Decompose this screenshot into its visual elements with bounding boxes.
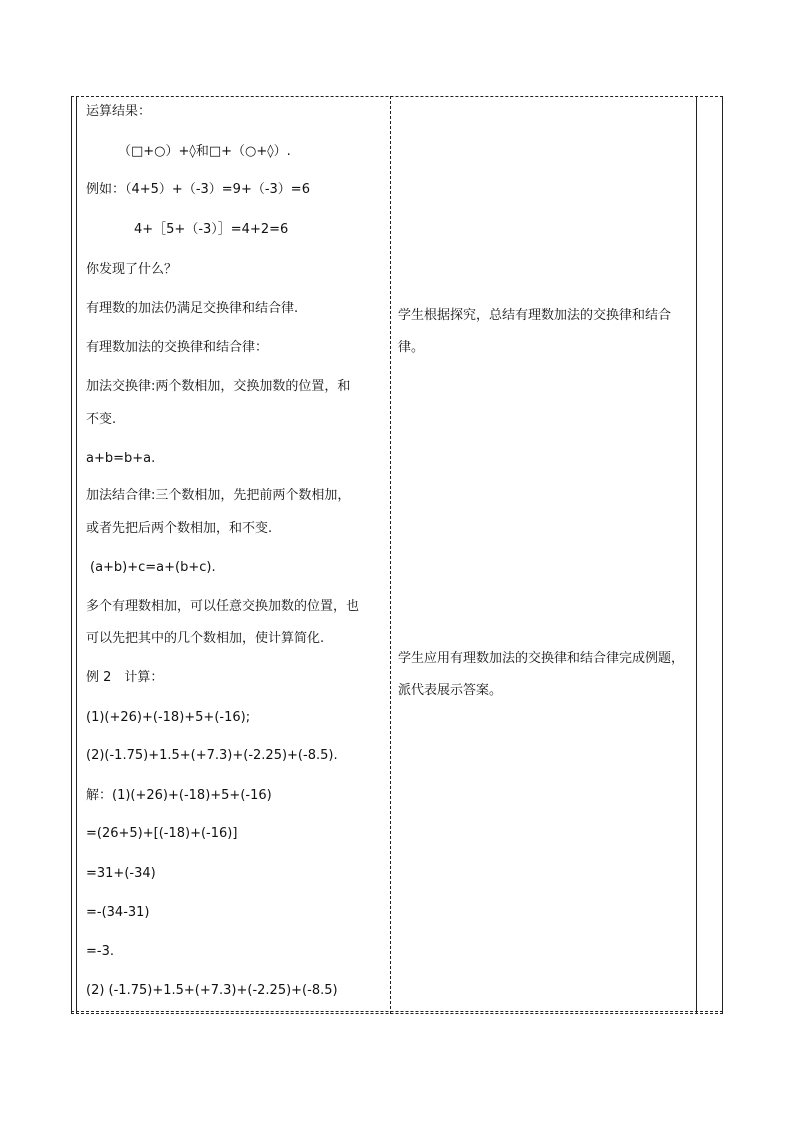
- table-bottom-inner-border: [71, 1011, 723, 1012]
- text-line: 有理数加法的交换律和结合律：: [86, 340, 269, 355]
- table-left-border: [71, 96, 72, 1014]
- text-line: 可以先把其中的几个数相加，使计算简化.: [86, 631, 325, 646]
- text-line: (a+b)+c=a+(b+c).: [90, 560, 216, 575]
- text-line: =31+(-34): [86, 866, 156, 881]
- text-line: 例如：（4+5）+（-3）=9+（-3）=6: [86, 182, 310, 197]
- student-activity-note: 学生应用有理数加法的交换律和结合律完成例题，派代表展示答案。: [398, 651, 685, 698]
- text-line: 有理数的加法仍满足交换律和结合律.: [86, 301, 299, 316]
- text-line: (2)(-1.75)+1.5+(+7.3)+(-2.25)+(-8.5).: [86, 748, 338, 763]
- text-line: =-(34-31): [86, 905, 150, 920]
- student-activity-note: 学生根据探究，总结有理数加法的交换律和结合律。: [398, 308, 672, 355]
- text-line: 加法交换律:两个数相加，交换加数的位置，和: [86, 379, 351, 394]
- text-line: 你发现了什么？: [86, 262, 178, 277]
- text-line: 例 2 计算：: [86, 670, 164, 685]
- text-line: （□+○）+◊和□+（○+◊）.: [118, 144, 291, 159]
- text-line: 多个有理数相加，可以任意交换加数的位置，也: [86, 599, 360, 614]
- text-line: (2) (-1.75)+1.5+(+7.3)+(-2.25)+(-8.5): [86, 983, 338, 998]
- text-line: a+b=b+a.: [86, 451, 156, 466]
- text-line: =-3.: [86, 944, 114, 959]
- text-line: =(26+5)+[(-18)+(-16)]: [86, 826, 238, 841]
- text-line: 不变.: [86, 412, 117, 427]
- column-divider: [390, 96, 391, 1014]
- text-line: 解：(1)(+26)+(-18)+5+(-16): [86, 788, 272, 803]
- text-line: 加法结合律:三个数相加，先把前两个数相加，: [86, 488, 351, 503]
- column-divider-right: [696, 96, 697, 1014]
- text-line: 或者先把后两个数相加，和不变.: [86, 521, 273, 536]
- text-line: 4+［5+（-3）］=4+2=6: [134, 222, 289, 237]
- table-right-border: [722, 96, 723, 1014]
- table-left-inner-border: [76, 96, 77, 1014]
- text-line: (1)(+26)+(-18)+5+(-16);: [86, 710, 251, 725]
- text-line: 运算结果：: [86, 104, 152, 119]
